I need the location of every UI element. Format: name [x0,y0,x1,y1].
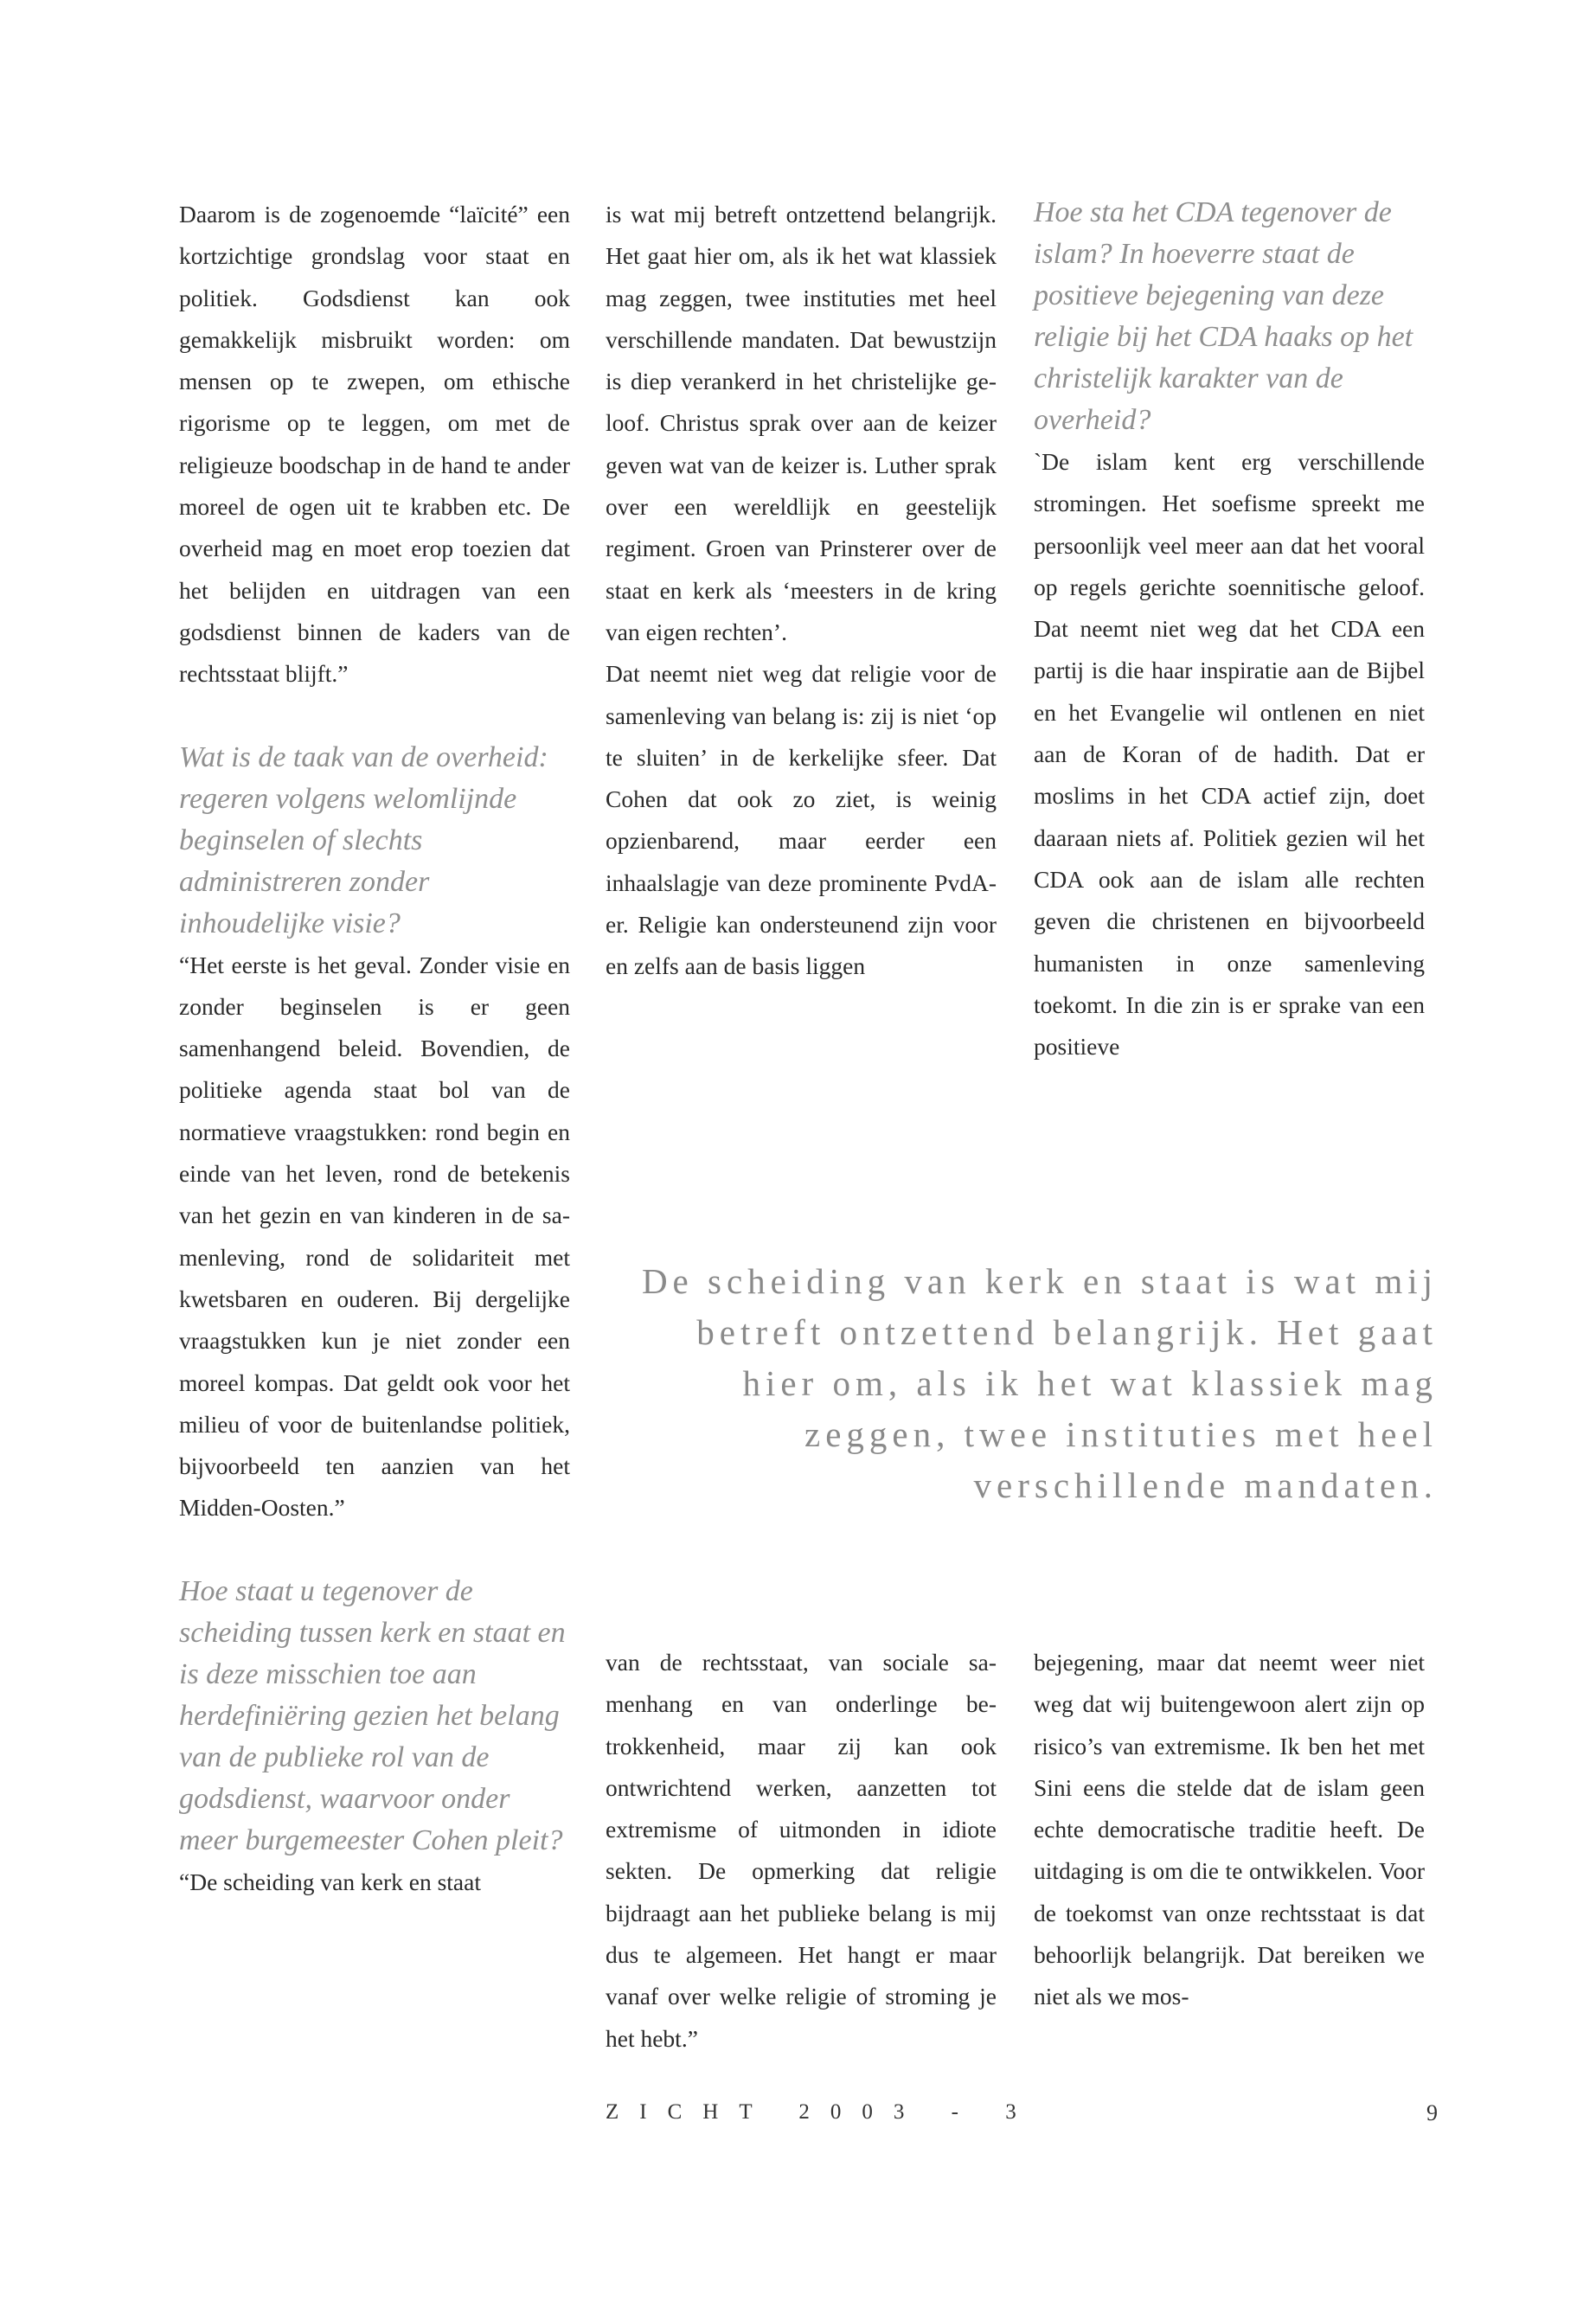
pull-quote [606,1256,1438,1511]
column-3-bottom [1034,1642,1425,2018]
paragraph: “De scheiding van kerk en staat [179,1868,481,1895]
paragraph: bejegening, maar dat neemt weer niet weg dat wij buitengewoon alert zijn op risico’s van extremisme. Ik ben het met Sini eens die stelde dat de islam geen echte democratische traditie heeft. De uitdaging is om die te ontwikkelen. Voor de toekomst van onze rechtsstaat is dat behoorlijk belangrijk. Dat bereiken we niet als we mos- [1034,1649,1425,2010]
paragraph: Daarom is de zogenoemde “laïcité” een kortzichtige grondslag voor staat en politiek. Godsdienst kan ook gemakkelijk misbruikt worden: om mensen op te zwepen, om ethische rigorisme op te leggen, om met de religieuze boodschap in de hand te ander moreel de ogen uit te krabben etc. De overheid mag en moet erop toezien dat het belijden en uitdragen van een godsdienst binnen de kaders van de rechtsstaat blijft.” [179,201,570,688]
pull-quote-line: betreft ontzettend belangrijk. Het gaat [696,1312,1438,1352]
interview-question: Hoe staat u tegenover de scheiding tussen kerk en staat en is deze misschien toe aan herdefiniëring gezien het belang van de publieke rol van de godsdienst, waarvoor onder meer burgemeester Cohen pleit? [179,1574,566,1856]
paragraph: is wat mij betreft ontzettend belangrijk. Het gaat hier om, als ik het wat klassiek mag zeggen, twee instituties met heel verschillende mandaten. Dat bewustzijn is diep verankerd in het christelijke geloof. Christus sprak over aan de keizer geven wat van de keizer is. Luther sprak over een wereldlijk en geestelijk regiment. Groen van Prinsterer over de staat en kerk als ‘meesters in de kring van eigen rechten’. [606,201,997,645]
pull-quote-line: hier om, als ik het wat klassiek mag [742,1363,1438,1403]
publication-footer: ZICHT 2003 - 3 [606,2100,1037,2124]
pull-quote-line: De scheiding van kerk en staat is wat mij [641,1261,1438,1301]
column-2-top [606,194,997,988]
paragraph: “Het eerste is het geval. Zonder visie en zonder beginselen is er geen samenhangend beleid. Bovendien, de politieke agenda staat bol van de normatieve vraagstukken: rond begin en einde van het leven, rond de betekenis van het gezin en van kinderen in de samenleving, rond de solidariteit met kwetsbaren en ouderen. Bij dergelijke vraagstukken kun je niet zonder een moreel kompas. Dat geldt ook voor het milieu of voor de buitenlandse politiek, bijvoorbeeld ten aanzien van het Midden-Oosten.” [179,951,570,1522]
paragraph: `De islam kent erg verschillende stromingen. Het soefisme spreekt me persoonlijk veel meer aan dat het vooral op regels gerichte soennitische geloof. Dat neemt niet weg dat het CDA een partij is die haar inspiratie aan de Bijbel en het Evangelie wil ontlenen en niet aan de Koran of de hadith. Dat er moslims in het CDA actief zijn, doet daaraan niets af. Politiek gezien wil het CDA ook aan de islam alle rechten geven die christenen en bijvoorbeeld humanisten in onze samenleving toekomt. In die zin is er sprake van een positieve [1034,448,1425,1061]
pull-quote-line: verschillende mandaten. [973,1465,1438,1505]
paragraph: Dat neemt niet weg dat religie voor de samenleving van belang is: zij is niet ‘op te sluiten’ in de kerkelijke sfeer. Dat Cohen dat ook zo ziet, is weinig opzienbarend, maar eerder een inhaalslagje van deze prominente PvdA-er. Religie kan ondersteunend zijn voor en zelfs aan de basis liggen [606,660,997,980]
column-2-bottom [606,1642,997,2060]
page-number: 9 [1426,2100,1438,2125]
interview-question: Hoe sta het CDA tegenover de islam? In hoeverre staat de positieve bejegening van deze religie bij het CDA haaks op het christelijk karakter van de overheid? [1034,196,1413,436]
column-1 [179,194,570,1903]
interview-question: Wat is de taak van de overheid: regeren volgens welomlijnde beginselen of slechts administreren zonder inhoudelijke visie? [179,740,548,939]
paragraph: van de rechtsstaat, van sociale samenhang en van onderlinge betrokkenheid, maar zij kan ook ontwrichtend werken, aanzetten tot extremisme of uitmonden in idiote sekten. De opmerking dat religie bijdraagt aan het publieke belang is mij dus te algemeen. Het hangt er maar vanaf over welke religie of stroming je het hebt.” [606,1649,997,2052]
pull-quote-line: zeggen, twee instituties met heel [804,1414,1438,1454]
column-3-top [1034,192,1425,1067]
